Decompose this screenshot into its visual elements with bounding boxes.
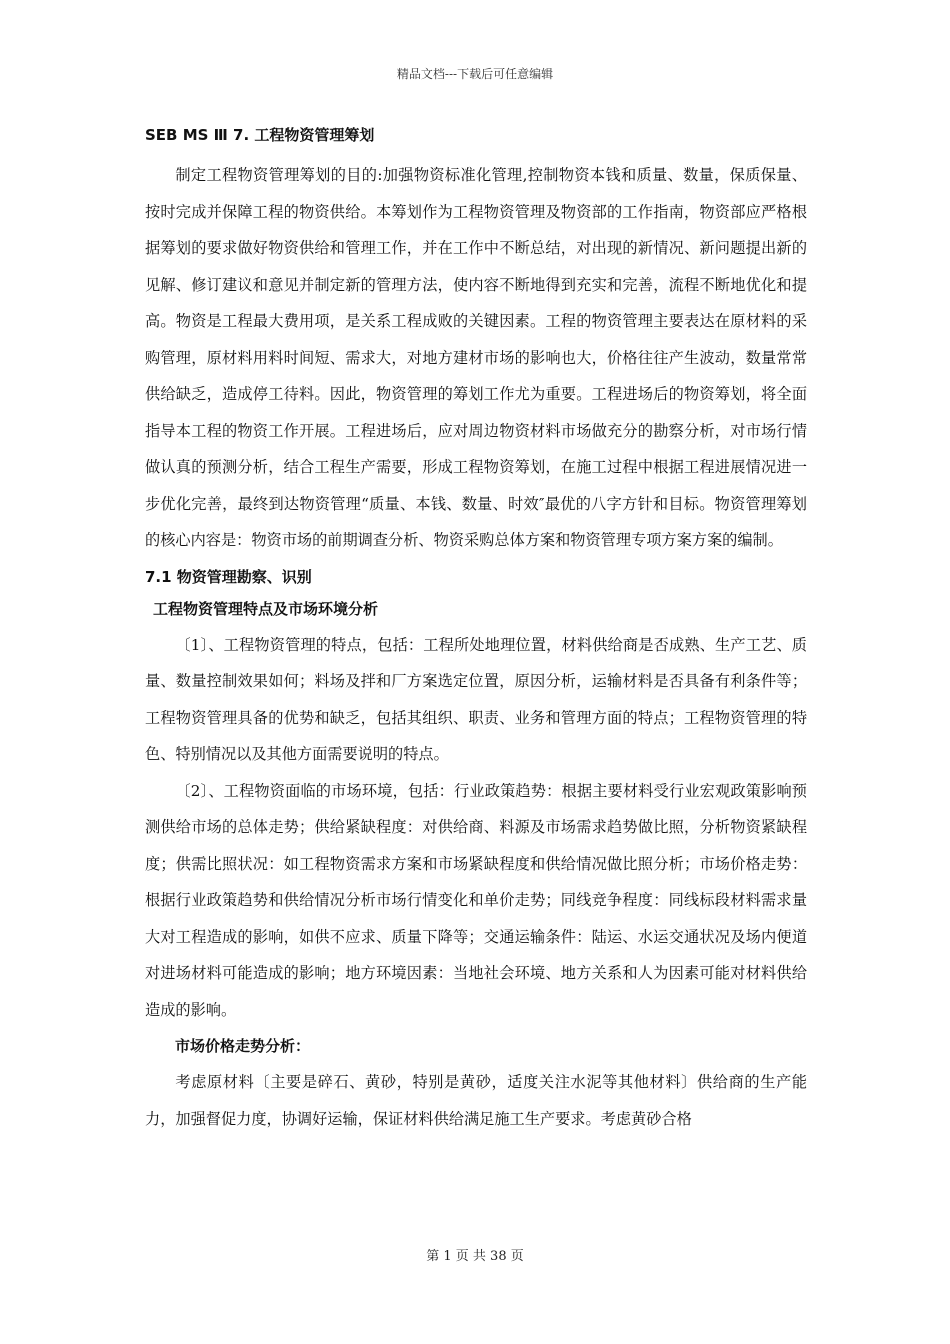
heading-management-features: 工程物资管理特点及市场环境分析 — [153, 599, 379, 618]
paragraph-features: 〔1〕、工程物资管理的特点，包括：工程所处地理位置，材料供给商是否成熟、生产工艺、质量、数量控制效果如何；料场及拌和厂方案选定位置，原因分析，运输材料是否具备有利条件等；工程物资管理具备的优势和缺乏，包括其组织、职责、业务和管理方面的特点；工程物资管理的特色、特别情况以及其他方面需要说明的特点。 — [145, 635, 807, 763]
section-title: SEB MS Ⅲ 7. 工程物资管理筹划 — [145, 126, 375, 144]
heading-7-1: 7.1 物资管理勘察、识别 — [145, 567, 312, 586]
document-body — [145, 125, 807, 1137]
page-footer: 第 1 页 共 38 页 — [426, 1249, 524, 1264]
paragraph-market-price: 考虑原材料〔主要是碎石、黄砂，特别是黄砂，适度关注水泥等其他材料〕供给商的生产能力，加强督促力度，协调好运输，保证材料供给满足施工生产要求。考虑黄砂合格 — [145, 1073, 807, 1128]
paragraph-intro: 制定工程物资管理筹划的目的:加强物资标准化管理,控制物资本钱和质量、数量，保质保量、按时完成并保障工程的物资供给。本筹划作为工程物资管理及物资部的工作指南，物资部应严格根据筹划的要求做好物资供给和管理工作，并在工作中不断总结，对出现的新情况、新问题提出新的见解、修订建议和意见并制定新的管理方法，使内容不断地得到充实和完善，流程不断地优化和提高。物资是工程最大费用项，是关系工程成败的关键因素。工程的物资管理主要表达在原材料的采购管理，原材料用料时间短、需求大，对地方建材市场的影响也大，价格往往产生波动，数量常常供给缺乏，造成停工待料。因此，物资管理的筹划工作尤为重要。工程进场后的物资筹划，将全面指导本工程的物资工作开展。工程进场后，应对周边物资材料市场做充分的勘察分析，对市场行情做认真的预测分析，结合工程生产需要，形成工程物资筹划，在施工过程中根据工程进展情况进一步优化完善，最终到达物资管理“质量、本钱、数量、时效″最优的八字方针和目标。物资管理筹划的核心内容是：物资市场的前期调查分析、物资采购总体方案和物资管理专项方案方案的编制。 — [145, 166, 807, 549]
paragraph-market-environment: 〔2〕、工程物资面临的市场环境，包括：行业政策趋势：根据主要材料受行业宏观政策影响预测供给市场的总体走势；供给紧缺程度：对供给商、料源及市场需求趋势做比照，分析物资紧缺程度；供需比照状况：如工程物资需求方案和市场紧缺程度和供给情况做比照分析；市场价格走势：根据行业政策趋势和供给情况分析市场行情变化和单价走势；同线竞争程度：同线标段材料需求量大对工程造成的影响，如供不应求、质量下降等；交通运输条件：陆运、水运交通状况及场内便道对进场材料可能造成的影响；地方环境因素：当地社会环境、地方关系和人为因素可能对材料供给造成的影响。 — [145, 781, 807, 1019]
page-header: 精品文档---下载后可任意编辑 — [396, 67, 554, 81]
heading-market-price: 市场价格走势分析： — [175, 1037, 311, 1055]
